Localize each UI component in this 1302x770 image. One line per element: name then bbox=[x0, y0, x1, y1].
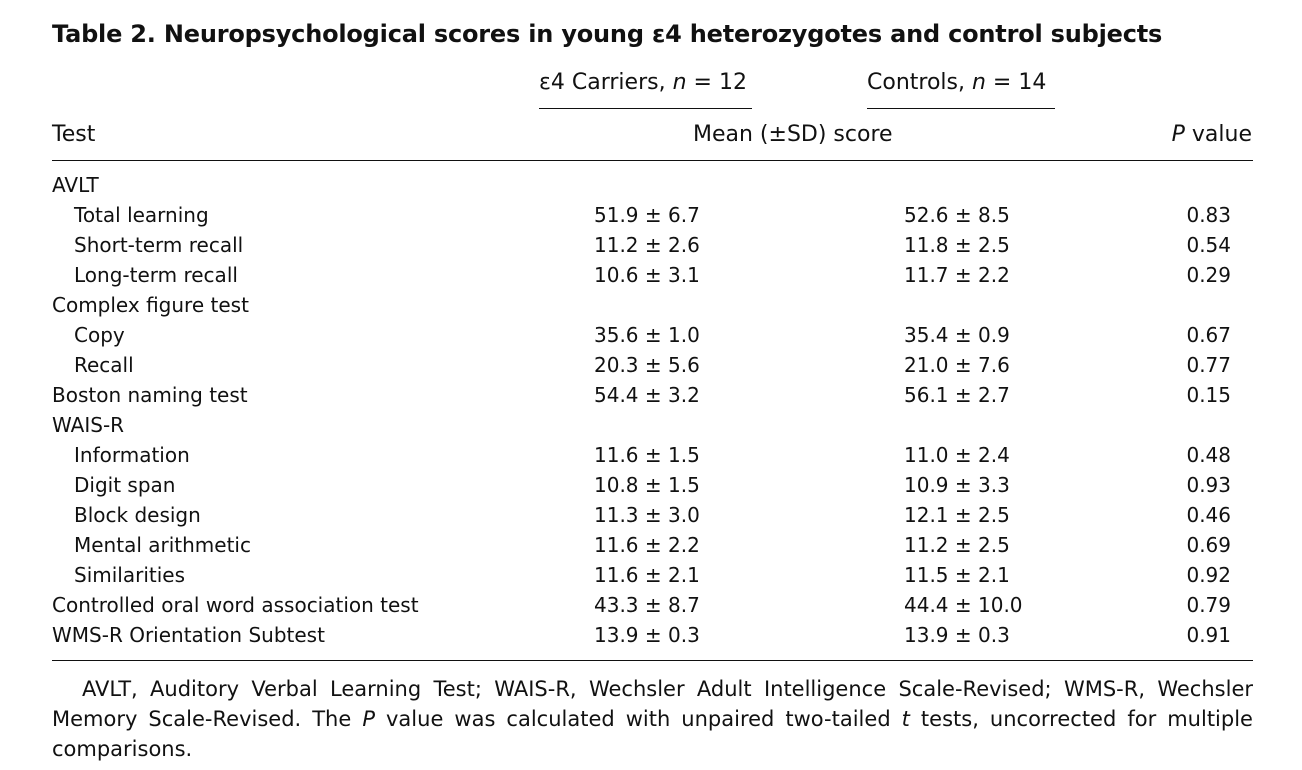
cell-carriers: 20.3 ± 5.6 bbox=[594, 353, 700, 377]
cell-test: Controlled oral word association test bbox=[52, 593, 419, 617]
table-row bbox=[52, 410, 1253, 440]
table-row bbox=[52, 350, 1253, 380]
cell-controls: 56.1 ± 2.7 bbox=[904, 383, 1010, 407]
cell-carriers: 11.3 ± 3.0 bbox=[594, 503, 700, 527]
cell-controls: 35.4 ± 0.9 bbox=[904, 323, 1010, 347]
column-header-pvalue: P value bbox=[1171, 122, 1252, 147]
table-title: Table 2. Neuropsychological scores in young ε4 heterozygotes and control subjects bbox=[52, 20, 1163, 48]
cell-test: Long-term recall bbox=[74, 263, 238, 287]
table-row bbox=[52, 620, 1253, 650]
cell-controls: 12.1 ± 2.5 bbox=[904, 503, 1010, 527]
cell-carriers: 11.6 ± 2.1 bbox=[594, 563, 700, 587]
cell-pvalue: 0.92 bbox=[1186, 563, 1231, 587]
cell-pvalue: 0.79 bbox=[1186, 593, 1231, 617]
cell-controls: 11.5 ± 2.1 bbox=[904, 563, 1010, 587]
table-row bbox=[52, 290, 1253, 320]
table-row bbox=[52, 560, 1253, 590]
cell-test: WMS-R Orientation Subtest bbox=[52, 623, 325, 647]
header-rule bbox=[52, 160, 1253, 161]
cell-carriers: 51.9 ± 6.7 bbox=[594, 203, 700, 227]
table-row bbox=[52, 380, 1253, 410]
cell-test: Short-term recall bbox=[74, 233, 244, 257]
group-header-controls: Controls, n = 14 bbox=[867, 70, 1047, 95]
cell-controls: 44.4 ± 10.0 bbox=[904, 593, 1023, 617]
cell-carriers: 11.2 ± 2.6 bbox=[594, 233, 700, 257]
cell-test: Digit span bbox=[74, 473, 176, 497]
cell-test: Mental arithmetic bbox=[74, 533, 251, 557]
group-underline-carriers bbox=[539, 108, 752, 109]
cell-carriers: 11.6 ± 1.5 bbox=[594, 443, 700, 467]
column-header-mean: Mean (±SD) score bbox=[693, 122, 893, 147]
cell-controls: 11.8 ± 2.5 bbox=[904, 233, 1010, 257]
table-row bbox=[52, 530, 1253, 560]
table-row bbox=[52, 200, 1253, 230]
cell-test: Copy bbox=[74, 323, 125, 347]
table-row bbox=[52, 500, 1253, 530]
cell-carriers: 11.6 ± 2.2 bbox=[594, 533, 700, 557]
cell-carriers: 13.9 ± 0.3 bbox=[594, 623, 700, 647]
table-row bbox=[52, 170, 1253, 200]
cell-carriers: 43.3 ± 8.7 bbox=[594, 593, 700, 617]
table-row bbox=[52, 320, 1253, 350]
cell-pvalue: 0.93 bbox=[1186, 473, 1231, 497]
cell-controls: 21.0 ± 7.6 bbox=[904, 353, 1010, 377]
cell-test: Information bbox=[74, 443, 190, 467]
cell-pvalue: 0.91 bbox=[1186, 623, 1231, 647]
table-row bbox=[52, 260, 1253, 290]
cell-controls: 11.2 ± 2.5 bbox=[904, 533, 1010, 557]
cell-pvalue: 0.69 bbox=[1186, 533, 1231, 557]
cell-test: AVLT bbox=[52, 173, 99, 197]
cell-test: Total learning bbox=[74, 203, 209, 227]
cell-test: Recall bbox=[74, 353, 134, 377]
table-body bbox=[52, 170, 1253, 650]
cell-pvalue: 0.83 bbox=[1186, 203, 1231, 227]
cell-carriers: 54.4 ± 3.2 bbox=[594, 383, 700, 407]
bottom-rule bbox=[52, 660, 1253, 661]
cell-carriers: 10.6 ± 3.1 bbox=[594, 263, 700, 287]
table-row bbox=[52, 590, 1253, 620]
cell-controls: 10.9 ± 3.3 bbox=[904, 473, 1010, 497]
cell-test: Boston naming test bbox=[52, 383, 248, 407]
table-row bbox=[52, 440, 1253, 470]
cell-test: Complex figure test bbox=[52, 293, 249, 317]
cell-pvalue: 0.29 bbox=[1186, 263, 1231, 287]
group-header-carriers: ε4 Carriers, n = 12 bbox=[539, 70, 747, 95]
cell-pvalue: 0.67 bbox=[1186, 323, 1231, 347]
table-row bbox=[52, 230, 1253, 260]
cell-test: Block design bbox=[74, 503, 201, 527]
table-row bbox=[52, 470, 1253, 500]
cell-pvalue: 0.54 bbox=[1186, 233, 1231, 257]
cell-pvalue: 0.46 bbox=[1186, 503, 1231, 527]
cell-pvalue: 0.77 bbox=[1186, 353, 1231, 377]
cell-test: Similarities bbox=[74, 563, 186, 587]
cell-carriers: 10.8 ± 1.5 bbox=[594, 473, 700, 497]
cell-pvalue: 0.48 bbox=[1186, 443, 1231, 467]
cell-controls: 11.7 ± 2.2 bbox=[904, 263, 1010, 287]
cell-controls: 11.0 ± 2.4 bbox=[904, 443, 1010, 467]
cell-controls: 13.9 ± 0.3 bbox=[904, 623, 1010, 647]
cell-pvalue: 0.15 bbox=[1186, 383, 1231, 407]
table-footnote: AVLT, Auditory Verbal Learning Test; WAIS-R, Wechsler Adult Intelligence Scale-Revised; WMS-R, Wechsler Memory Scale-Revised. The P value was calculated with unpaired two-tailed t tests, uncorrected for multiple comparisons. bbox=[52, 677, 1253, 761]
column-header-test: Test bbox=[52, 122, 96, 147]
group-underline-controls bbox=[867, 108, 1055, 109]
cell-controls: 52.6 ± 8.5 bbox=[904, 203, 1010, 227]
cell-test: WAIS-R bbox=[52, 413, 125, 437]
cell-carriers: 35.6 ± 1.0 bbox=[594, 323, 700, 347]
